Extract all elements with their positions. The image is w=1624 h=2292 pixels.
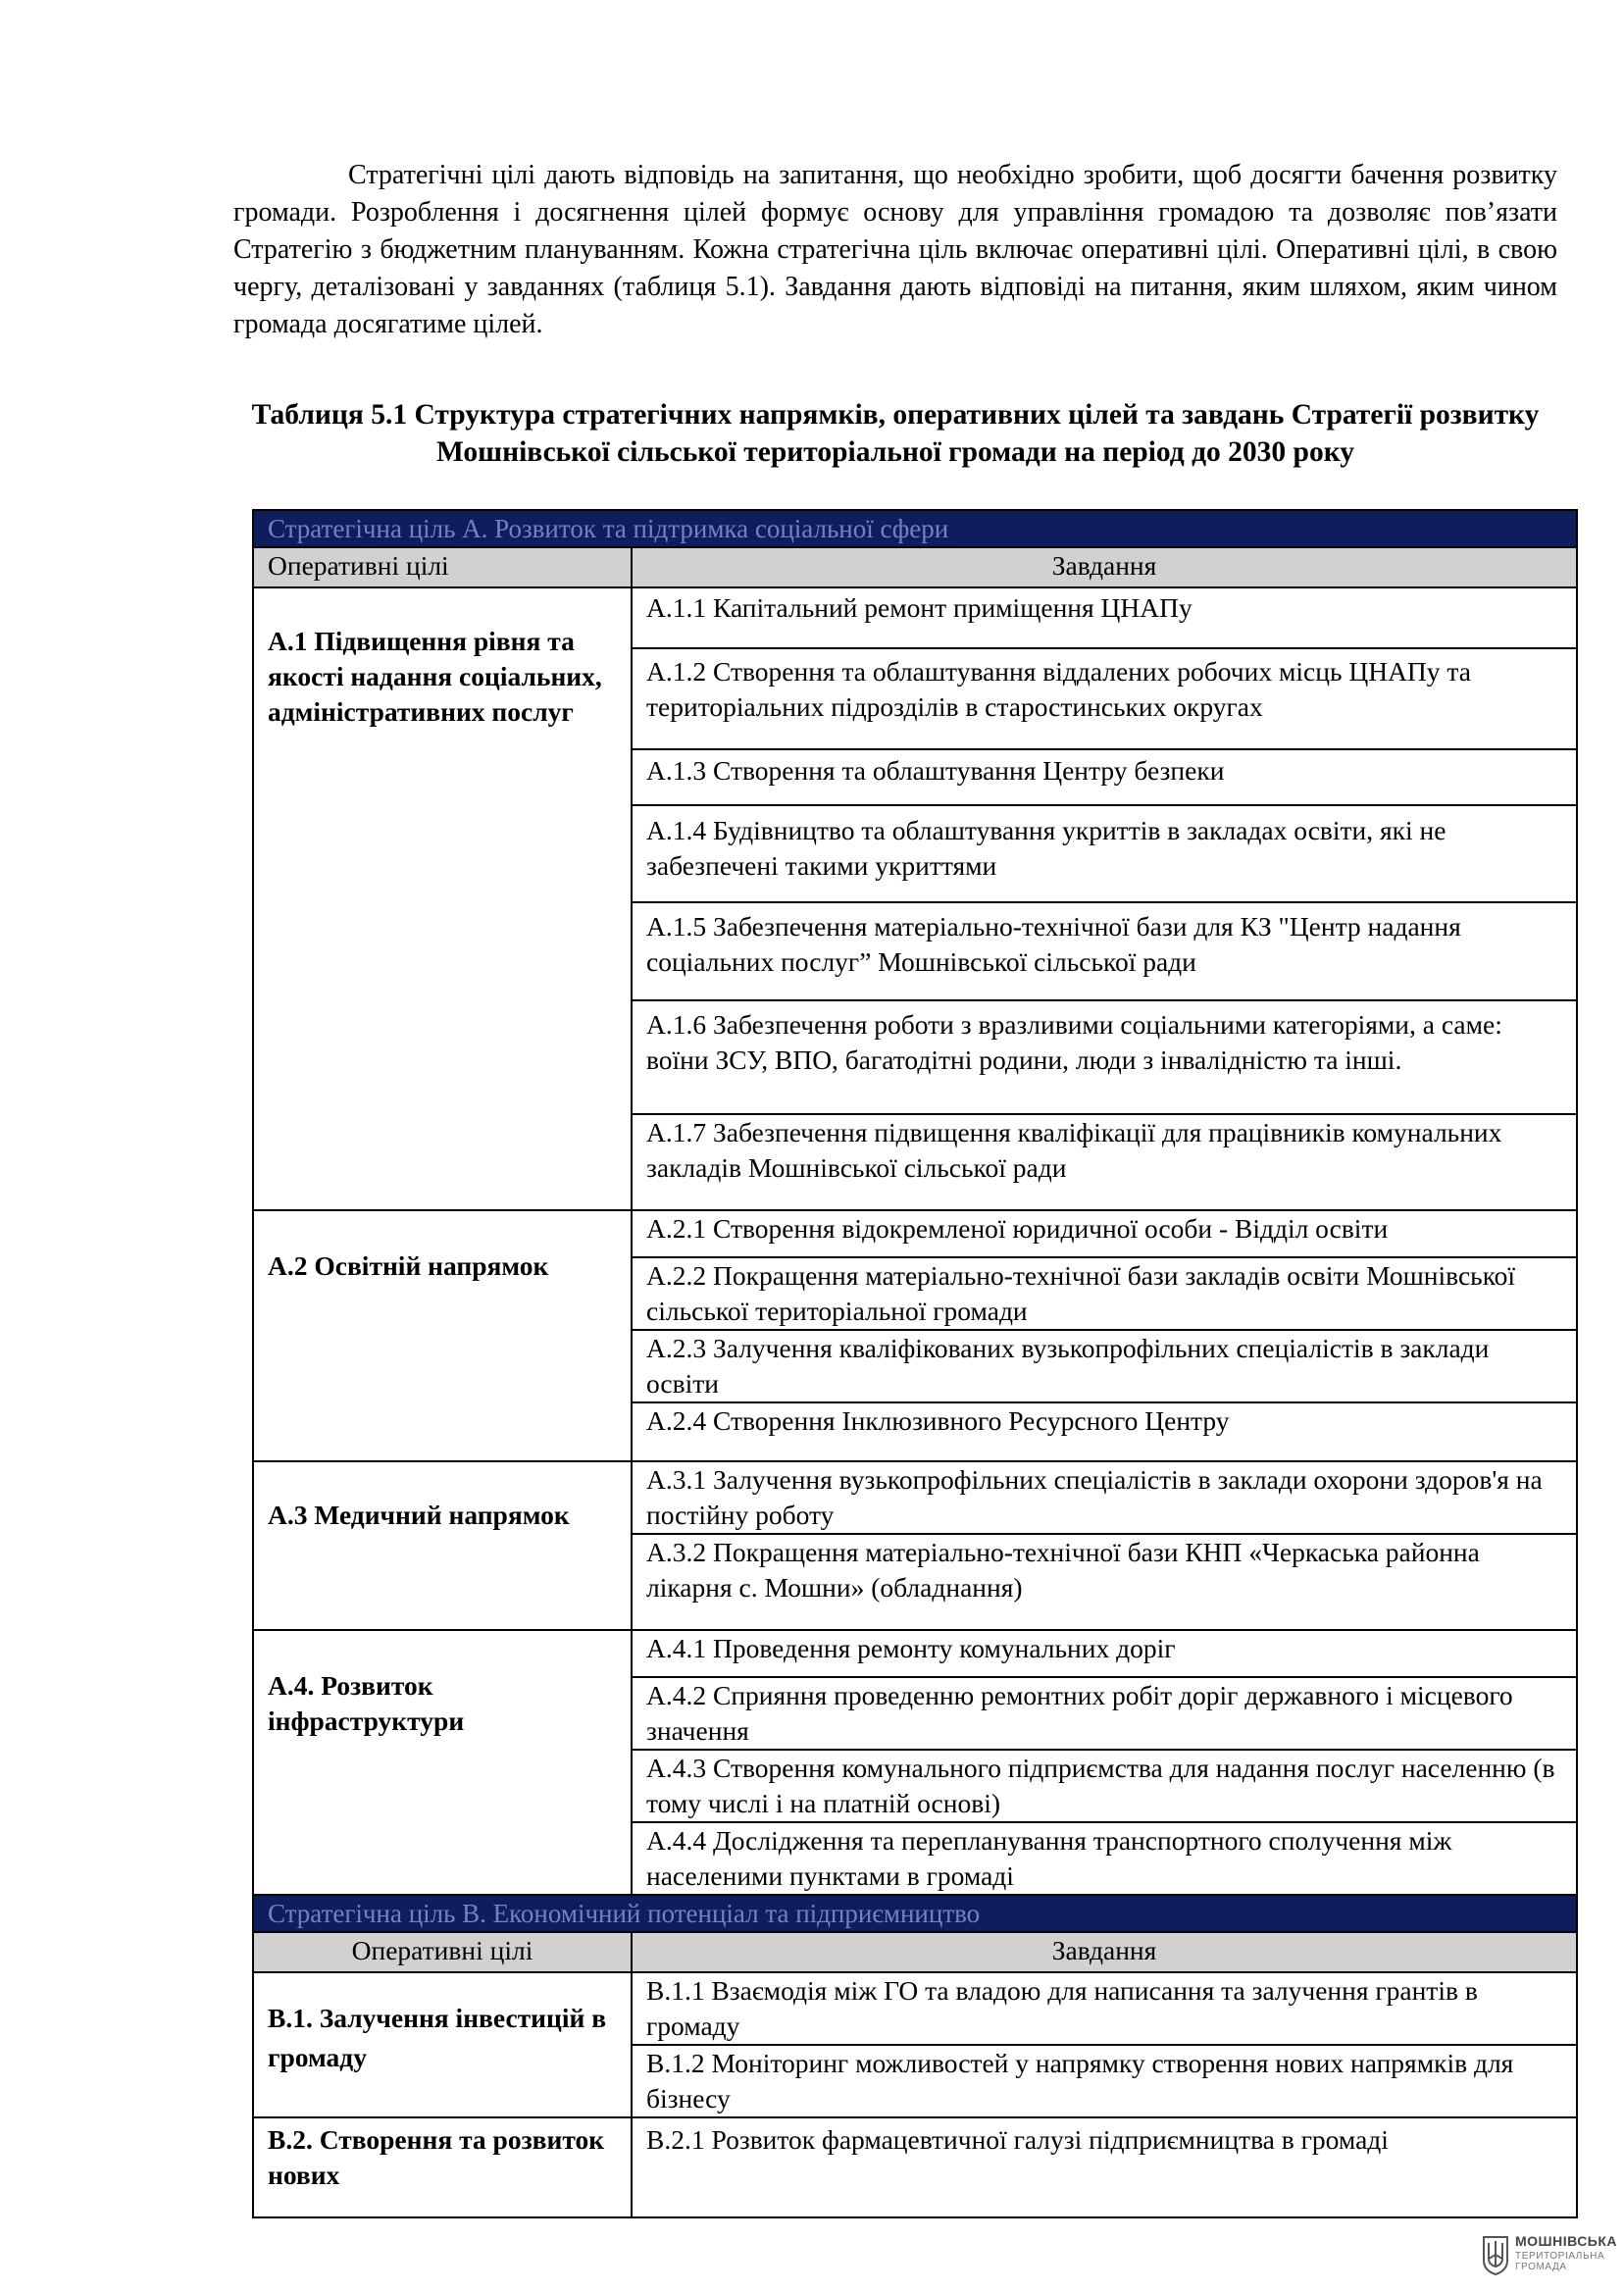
task-a-1-4: А.1.4 Будівництво та облаштування укриттів в закладах освіти, які не забезпечені такими укриттями — [632, 805, 1577, 902]
table-row — [253, 2117, 1577, 2217]
task-a-3-2: А.3.2 Покращення матеріально-технічної бази КНП «Черкаська районна лікарня с. Мошни» (обладнання) — [632, 1534, 1577, 1630]
goal-a-header — [253, 547, 1577, 587]
task-a-2-2: А.2.2 Покращення матеріально-технічної бази закладів освіти Мошнівської сільської територіальної громади — [632, 1257, 1577, 1330]
op-goal-b1: В.1. Залучення інвестицій в громаду — [253, 1972, 632, 2117]
task-a-2-1: А.2.1 Створення відокремленої юридичної особи - Відділ освіти — [632, 1210, 1577, 1257]
table-row — [253, 1210, 1577, 1257]
task-b-1-1: В.1.1 Взаємодія між ГО та владою для написання та залучення грантів в громаду — [632, 1972, 1577, 2045]
goal-b-row — [253, 1895, 1577, 1932]
task-a-4-2: А.4.2 Сприяння проведенню ремонтних робіт доріг державного і місцевого значення — [632, 1677, 1577, 1750]
op-goal-b2: В.2. Створення та розвиток нових — [253, 2117, 632, 2217]
community-logo — [1482, 2231, 1618, 2282]
op-goal-a2: А.2 Освітній напрямок — [253, 1210, 632, 1461]
op-goal-a4: А.4. Розвиток інфраструктури — [253, 1630, 632, 1895]
task-b-1-2: В.1.2 Моніторинг можливостей у напрямку створення нових напрямків для бізнесу — [632, 2045, 1577, 2117]
logo-subtitle-2: ГРОМАДА — [1515, 2262, 1567, 2272]
task-a-3-1: А.3.1 Залучення вузькопрофільних спеціалістів в заклади охорони здоров'я на постійну роботу — [632, 1461, 1577, 1534]
table-row — [253, 1972, 1577, 2045]
task-a-1-5: А.1.5 Забезпечення матеріально-технічної бази для КЗ "Центр надання соціальних послуг” Мошнівської сільської ради — [632, 902, 1577, 1000]
header-tasks: Завдання — [632, 547, 1577, 587]
header-tasks-b: Завдання — [632, 1932, 1577, 1972]
task-a-1-1: А.1.1 Капітальний ремонт приміщення ЦНАПу — [632, 587, 1577, 648]
table-caption: Таблиця 5.1 Структура стратегічних напрямків, оперативних цілей та завдань Стратегії розвитку Мошнівської сільської територіальної громади на період до 2030 року — [251, 399, 1540, 468]
table-row — [253, 1461, 1577, 1534]
task-a-2-3: А.2.3 Залучення кваліфікованих вузькопрофільних спеціалістів в заклади освіти — [632, 1330, 1577, 1402]
task-a-1-7: А.1.7 Забезпечення підвищення кваліфікації для працівників комунальних закладів Мошнівської сільської ради — [632, 1114, 1577, 1210]
task-a-1-6: А.1.6 Забезпечення роботи з вразливими соціальними категоріями, а саме: воїни ЗСУ, ВПО, багатодітні родини, люди з інвалідністю та інші. — [632, 1000, 1577, 1114]
logo-name: МОШНІВСЬКА — [1515, 2233, 1618, 2249]
task-b-2-1: В.2.1 Розвиток фармацевтичної галузі підприємництва в громаді — [632, 2117, 1577, 2217]
task-a-1-2: А.1.2 Створення та облаштування віддалених робочих місць ЦНАПу та територіальних підрозділів в старостинських округах — [632, 648, 1577, 749]
logo-subtitle-1: ТЕРИТОРІАЛЬНА — [1515, 2251, 1605, 2262]
task-a-4-1: А.4.1 Проведення ремонту комунальних доріг — [632, 1630, 1577, 1677]
table-row — [253, 587, 1577, 648]
table-row — [253, 1630, 1577, 1677]
op-goal-a3: А.3 Медичний напрямок — [253, 1461, 632, 1630]
task-a-2-4: А.2.4 Створення Інклюзивного Ресурсного Центру — [632, 1402, 1577, 1461]
goal-a-title: Стратегічна ціль А. Розвиток та підтримка соціальної сфери — [253, 510, 1577, 547]
task-a-4-3: А.4.3 Створення комунального підприємства для надання послуг населенню (в тому числі і на платній основі) — [632, 1750, 1577, 1822]
header-operational-goals: Оперативні цілі — [253, 547, 632, 587]
header-operational-goals-b: Оперативні цілі — [253, 1932, 632, 1972]
intro-paragraph: Стратегічні цілі дають відповідь на запитання, що необхідно зробити, щоб досягти бачення розвитку громади. Розроблення і досягнення цілей формує основу для управління громадою та дозволяє пов’язати Стратегію з бюджетним плануванням. Кожна стратегічна ціль включає оперативні цілі. Оперативні цілі, в свою чергу, деталізовані у завданнях (таблиця 5.1). Завдання дають відповіді на питання, яким шляхом, яким чином громада досягатиме цілей. — [233, 160, 1557, 339]
goal-a-row — [253, 510, 1577, 547]
goal-b-header — [253, 1932, 1577, 1972]
op-goal-a1: А.1 Підвищення рівня та якості надання соціальних, адміністративних послуг — [253, 587, 632, 1210]
task-a-1-3: А.1.3 Створення та облаштування Центру безпеки — [632, 749, 1577, 805]
task-a-4-4: А.4.4 Дослідження та перепланування транспортного сполучення між населеними пунктами в громаді — [632, 1822, 1577, 1895]
trident-emblem-icon — [1482, 2233, 1509, 2276]
strategy-table — [252, 509, 1578, 2218]
goal-b-title: Стратегічна ціль В. Економічний потенціал та підприємництво — [253, 1895, 1577, 1932]
